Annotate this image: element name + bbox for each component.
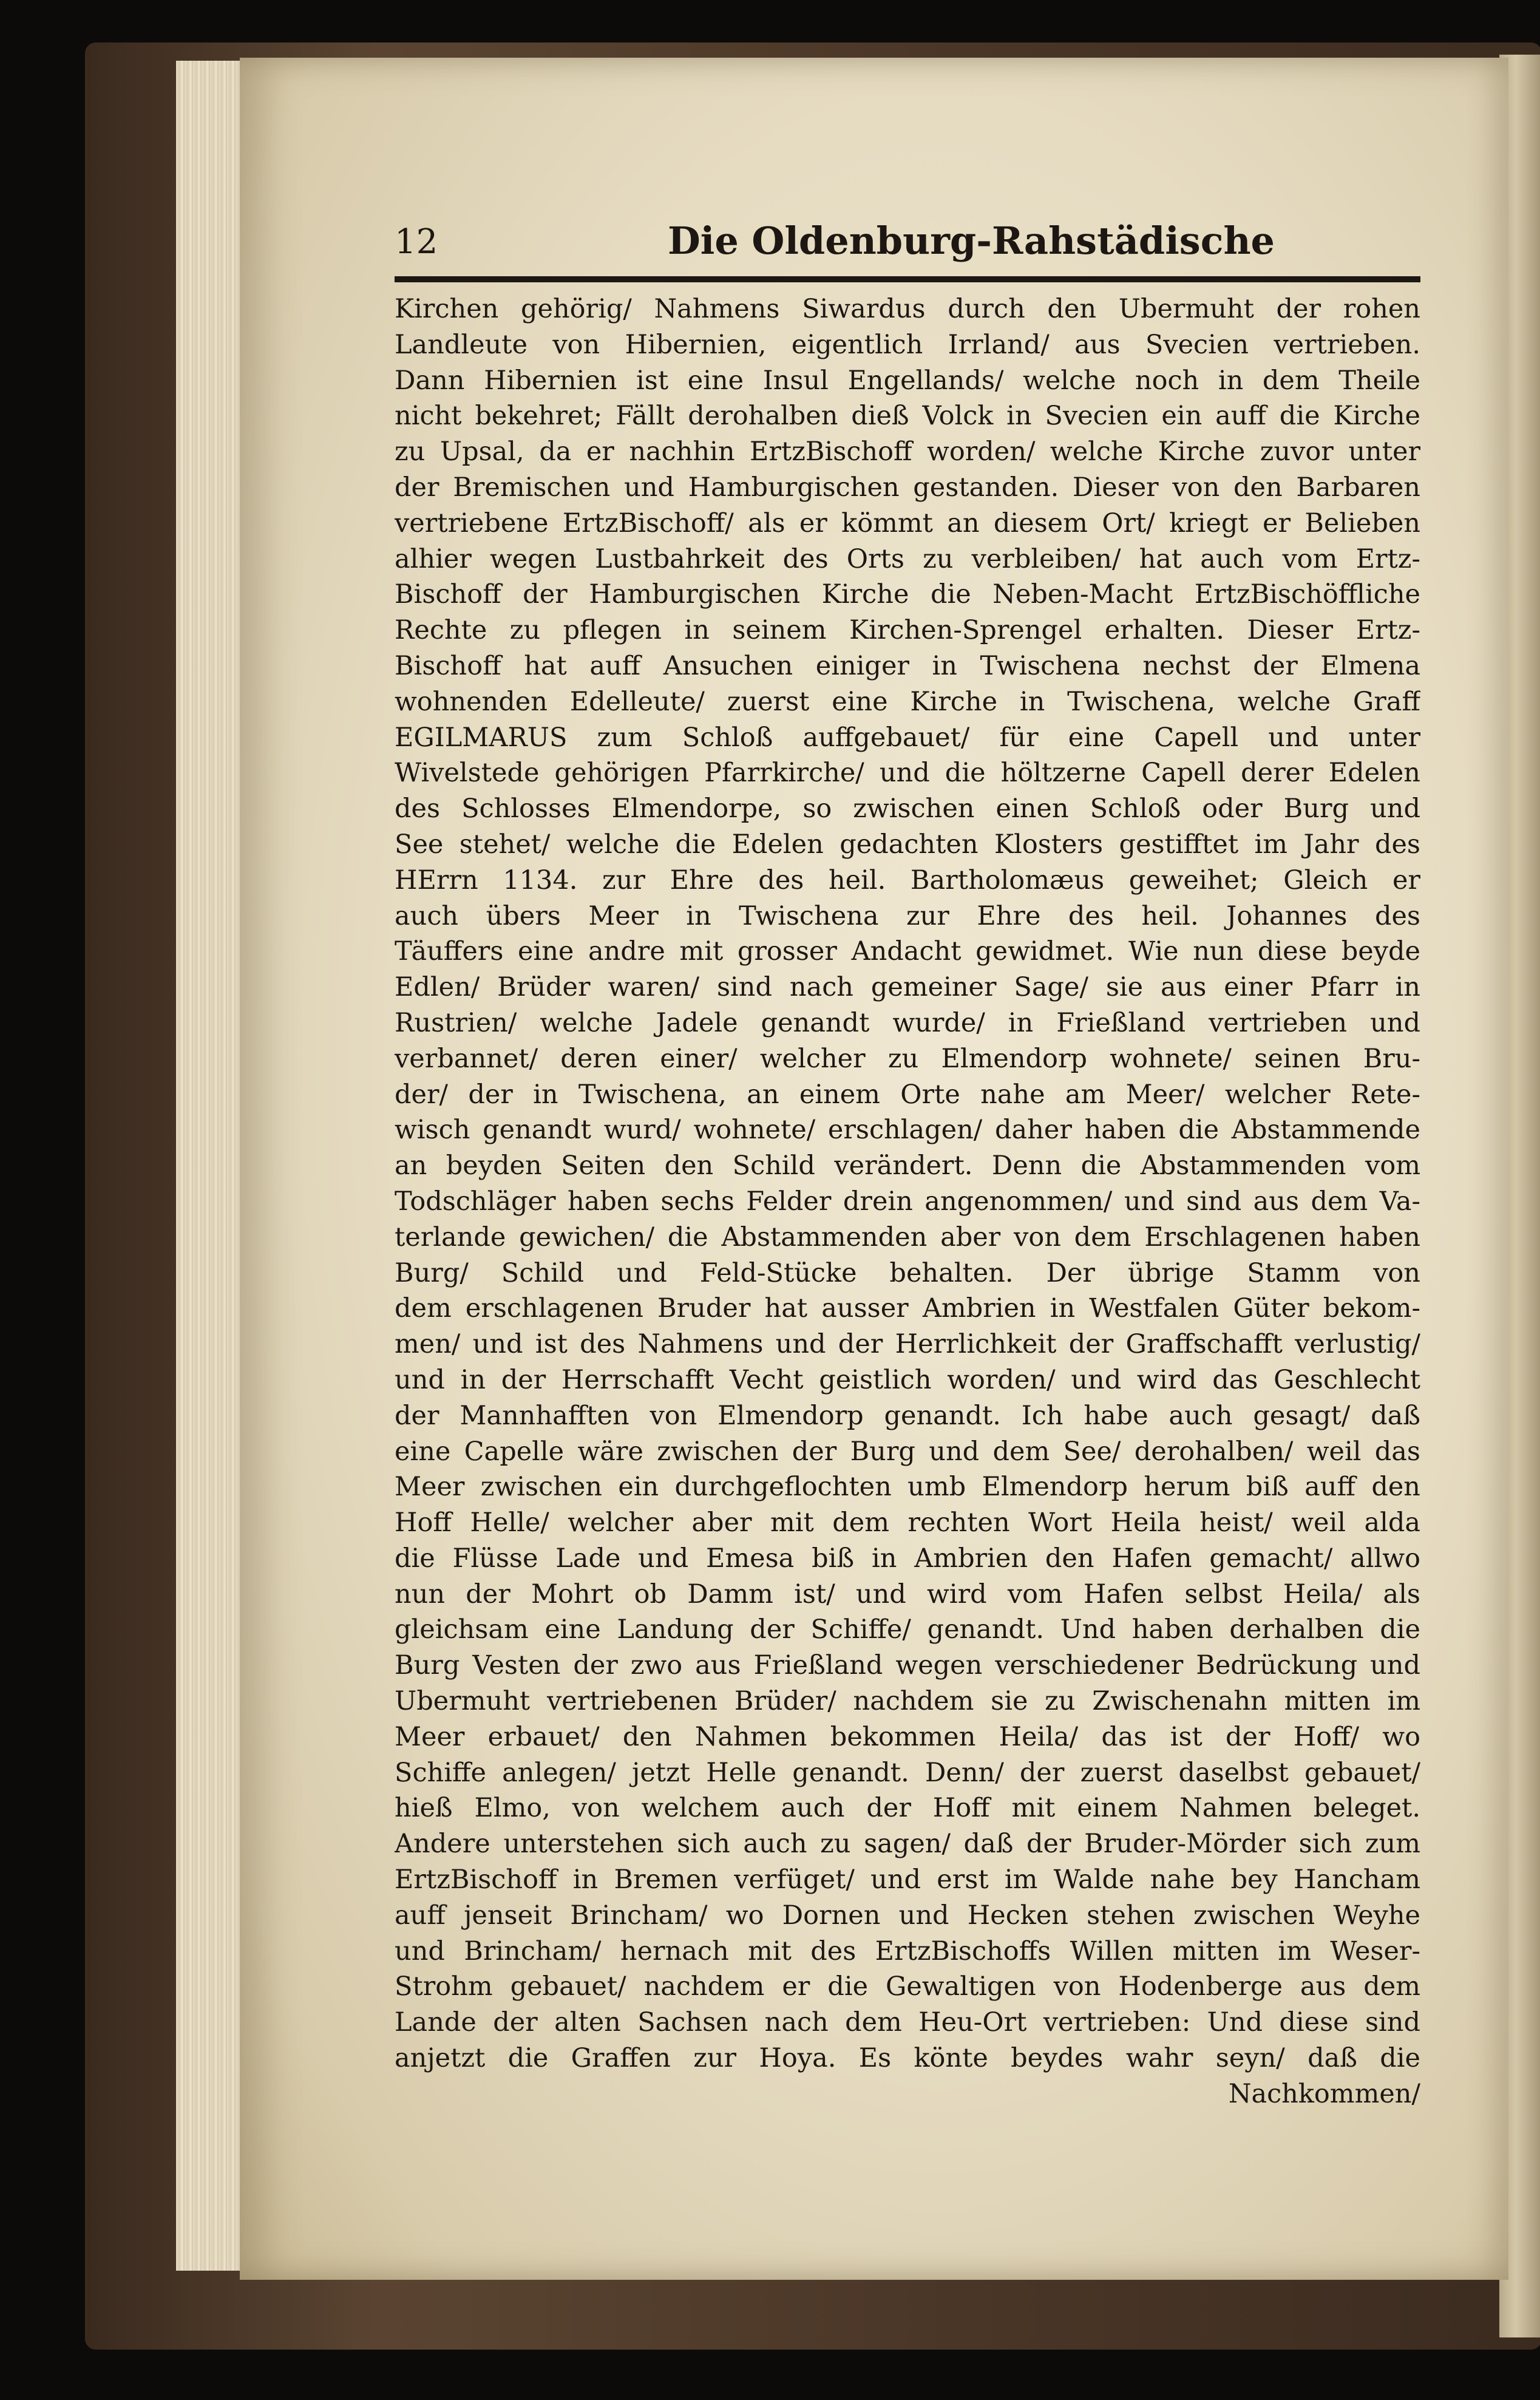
text-line: terlande gewichen/ die Abstammenden aber von dem Erschlagenen haben bbox=[395, 1222, 1420, 1253]
text-line: der/ der in Twischena, an einem Orte nahe am Meer/ welcher Rete- bbox=[395, 1079, 1420, 1110]
text-line: Rustrien/ welche Jadele genandt wurde/ in Frießland vertrieben und bbox=[395, 1007, 1420, 1038]
text-line: der Mannhafften von Elmendorp genandt. Ich habe auch gesagt/ daß bbox=[395, 1400, 1420, 1431]
text-line: anjetzt die Graffen zur Hoya. Es könte beydes wahr seyn/ daß die bbox=[395, 2043, 1420, 2074]
text-line: Schiffe anlegen/ jetzt Helle genandt. Denn/ der zuerst daselbst gebauet/ bbox=[395, 1757, 1420, 1788]
text-line: Bischoff hat auff Ansuchen einiger in Twischena nechst der Elmena bbox=[395, 650, 1420, 681]
text-line: Ubermuht vertriebenen Brüder/ nachdem sie zu Zwischenahn mitten im bbox=[395, 1686, 1420, 1717]
text-line: alhier wegen Lustbahrkeit des Orts zu verbleiben/ hat auch vom Ertz- bbox=[395, 543, 1420, 574]
text-line: auch übers Meer in Twischena zur Ehre des heil. Johannes des bbox=[395, 900, 1420, 931]
page-stack-edge bbox=[176, 61, 249, 2271]
text-line: und Brincham/ hernach mit des ErtzBischoffs Willen mitten im Weser- bbox=[395, 1936, 1420, 1967]
text-line: Wivelstede gehörigen Pfarrkirche/ und die höltzerne Capell derer Edelen bbox=[395, 758, 1420, 789]
running-head: Die Oldenburg-Rahstädische bbox=[668, 219, 1275, 263]
text-line: dem erschlagenen Bruder hat ausser Ambrien in Westfalen Güter bekom- bbox=[395, 1293, 1420, 1324]
text-line: See stehet/ welche die Edelen gedachten Klosters gestifftet im Jahr des bbox=[395, 829, 1420, 860]
text-line: Rechte zu pflegen in seinem Kirchen-Sprengel erhalten. Dieser Ertz- bbox=[395, 615, 1420, 646]
text-line: wisch genandt wurd/ wohnete/ erschlagen/ daher haben die Abstammende bbox=[395, 1115, 1420, 1146]
text-line: Burg/ Schild und Feld-Stücke behalten. Der übrige Stamm von bbox=[395, 1257, 1420, 1288]
text-line: eine Capelle wäre zwischen der Burg und dem See/ derohalben/ weil das bbox=[395, 1436, 1420, 1467]
text-line: und in der Herrschafft Vecht geistlich worden/ und wird das Geschlecht bbox=[395, 1364, 1420, 1395]
text-line: vertriebene ErtzBischoff/ als er kömmt an diesem Ort/ kriegt er Belieben bbox=[395, 508, 1420, 539]
text-line: des Schlosses Elmendorpe, so zwischen einen Schloß oder Burg und bbox=[395, 794, 1420, 824]
text-line: gleichsam eine Landung der Schiffe/ genandt. Und haben derhalben die bbox=[395, 1614, 1420, 1645]
text-line: nun der Mohrt ob Damm ist/ und wird vom Hafen selbst Heila/ als bbox=[395, 1579, 1420, 1610]
text-line: Lande der alten Sachsen nach dem Heu-Ort vertrieben: Und diese sind bbox=[395, 2007, 1420, 2038]
text-line: Bischoff der Hamburgischen Kirche die Neben-Macht ErtzBischöffliche bbox=[395, 579, 1420, 610]
text-line: Dann Hibernien ist eine Insul Engellands/ welche noch in dem Theile bbox=[395, 365, 1420, 396]
header-rule bbox=[395, 276, 1420, 282]
text-line: HErrn 1134. zur Ehre des heil. Bartholomæus geweihet; Gleich er bbox=[395, 865, 1420, 896]
text-line: an beyden Seiten den Schild verändert. Denn die Abstammenden vom bbox=[395, 1151, 1420, 1181]
text-line: wohnenden Edelleute/ zuerst eine Kirche in Twischena, welche Graff bbox=[395, 686, 1420, 717]
text-line: der Bremischen und Hamburgischen gestanden. Dieser von den Barbaren bbox=[395, 472, 1420, 503]
text-line: Täuffers eine andre mit grosser Andacht gewidmet. Wie nun diese beyde bbox=[395, 936, 1420, 967]
text-line: Strohm gebauet/ nachdem er die Gewaltigen von Hodenberge aus dem bbox=[395, 1971, 1420, 2002]
text-line: Edlen/ Brüder waren/ sind nach gemeiner Sage/ sie aus einer Pfarr in bbox=[395, 972, 1420, 1003]
text-line: EGILMARUS zum Schloß auffgebauet/ für eine Capell und unter bbox=[395, 722, 1420, 753]
text-line: nicht bekehret; Fällt derohalben dieß Volck in Svecien ein auff die Kirche bbox=[395, 401, 1420, 432]
text-line: men/ und ist des Nahmens und der Herrlichkeit der Graffschafft verlustig/ bbox=[395, 1329, 1420, 1360]
body-text bbox=[395, 291, 1420, 2112]
text-line: Kirchen gehörig/ Nahmens Siwardus durch den Ubermuht der rohen bbox=[395, 294, 1420, 324]
text-line: Meer erbauet/ den Nahmen bekommen Heila/ das ist der Hoff/ wo bbox=[395, 1721, 1420, 1752]
text-line: auff jenseit Brincham/ wo Dornen und Hecken stehen zwischen Weyhe bbox=[395, 1900, 1420, 1931]
text-line: die Flüsse Lade und Emesa biß in Ambrien den Hafen gemacht/ allwo bbox=[395, 1543, 1420, 1574]
text-line: Meer zwischen ein durchgeflochten umb Elmendorp herum biß auff den bbox=[395, 1472, 1420, 1503]
catchword: Nachkommen/ bbox=[1228, 2078, 1420, 2109]
text-line: zu Upsal, da er nachhin ErtzBischoff worden/ welche Kirche zuvor unter bbox=[395, 437, 1420, 467]
text-line: ErtzBischoff in Bremen verfüget/ und erst im Walde nahe bey Hancham bbox=[395, 1865, 1420, 1895]
page-header bbox=[395, 219, 1420, 273]
text-line: Burg Vesten der zwo aus Frießland wegen verschiedener Bedrückung und bbox=[395, 1650, 1420, 1681]
text-line: Andere unterstehen sich auch zu sagen/ daß der Bruder-Mörder sich zum bbox=[395, 1829, 1420, 1860]
text-line: hieß Elmo, von welchem auch der Hoff mit einem Nahmen beleget. bbox=[395, 1793, 1420, 1824]
text-line: Landleute von Hibernien, eigentlich Irrland/ aus Svecien vertrieben. bbox=[395, 329, 1420, 360]
text-line: Hoff Helle/ welcher aber mit dem rechten Wort Heila heist/ weil alda bbox=[395, 1508, 1420, 1538]
page-number: 12 bbox=[395, 222, 438, 262]
text-line: Todschläger haben sechs Felder drein angenommen/ und sind aus dem Va- bbox=[395, 1186, 1420, 1217]
text-line: verbannet/ deren einer/ welcher zu Elmendorp wohnete/ seinen Bru- bbox=[395, 1043, 1420, 1074]
